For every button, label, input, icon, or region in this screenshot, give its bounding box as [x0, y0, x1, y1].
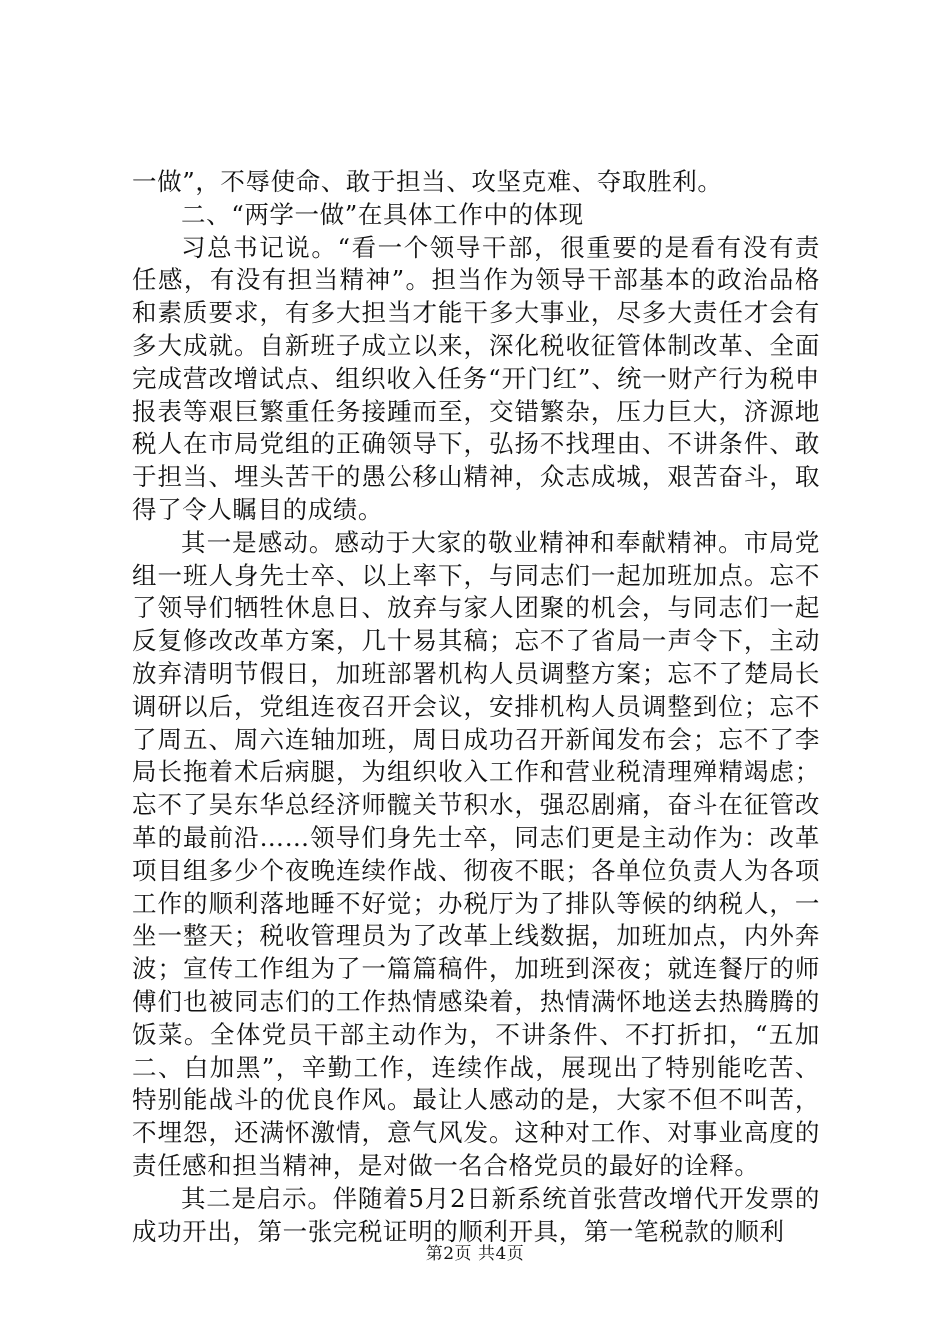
paragraph-continuation: 一做”，不辱使命、敢于担当、攻坚克难、夺取胜利。	[132, 167, 723, 196]
paragraph-responsibility: 习总书记说。“看一个领导干部，很重要的是看有没有责任感，有没有担当精神”。担当作为领导干部基本的政治品格和素质要求，有多大担当才能干多大事业，尽多大责任才会有多大成就。自新班子成立以来，深化税收征管体制改革、全面完成营改增试点、组织收入任务“开门红”、统一财产行为税申报表等艰巨繁重任务接踵而至，交错繁杂，压力巨大，济源地税人在市局党组的正确领导下，弘扬不找理由、不讲条件、敢于担当、埋头苦干的愚公移山精神，众志成城，艰苦奋斗，取得了令人瞩目的成绩。	[132, 232, 820, 524]
page-number: 第2页 共4页	[425, 1244, 525, 1264]
page-footer	[0, 1243, 950, 1265]
document-body	[132, 166, 820, 1248]
section-heading: 二、“两学一做”在具体工作中的体现	[181, 199, 584, 229]
paragraph-moved: 其一是感动。感动于大家的敬业精神和奉献精神。市局党组一班人身先士卒、以上率下，与同志们一起加班加点。忘不了领导们牺牲休息日、放弃与家人团聚的机会，与同志们一起反复修改改革方案，几十易其稿；忘不了省局一声令下，主动放弃清明节假日，加班部署机构人员调整方案；忘不了楚局长调研以后，党组连夜召开会议，安排机构人员调整到位；忘不了周五、周六连轴加班，周日成功召开新闻发布会；忘不了李局长拖着术后病腿，为组织收入工作和营业税清理殚精竭虑；忘不了吴东华总经济师髋关节积水，强忍剧痛，奋斗在征管改革的最前沿……领导们身先士卒，同志们更是主动作为：改革项目组多少个夜晚连续作战、彻夜不眠；各单位负责人为各项工作的顺利落地睡不好觉；办税厅为了排队等候的纳税人，一坐一整天；税收管理员为了改革上线数据，加班加点，内外奔波；宣传工作组为了一篇篇稿件，加班到深夜；就连餐厅的师傅们也被同志们的工作热情感染着，热情满怀地送去热腾腾的饭菜。全体党员干部主动作为，不讲条件、不打折扣，“五加二、白加黑”，辛勤工作，连续作战，展现出了特别能吃苦、特别能战斗的优良作风。最让人感动的是，大家不但不叫苦，不埋怨，还满怀激情，意气风发。这种对工作、对事业高度的责任感和担当精神，是对做一名合格党员的最好的诠释。	[132, 527, 820, 1180]
paragraph-inspiration: 其二是启示。伴随着5月2日新系统首张营改增代开发票的成功开出，第一张完税证明的顺利开具，第一笔税款的顺利	[132, 1183, 820, 1246]
